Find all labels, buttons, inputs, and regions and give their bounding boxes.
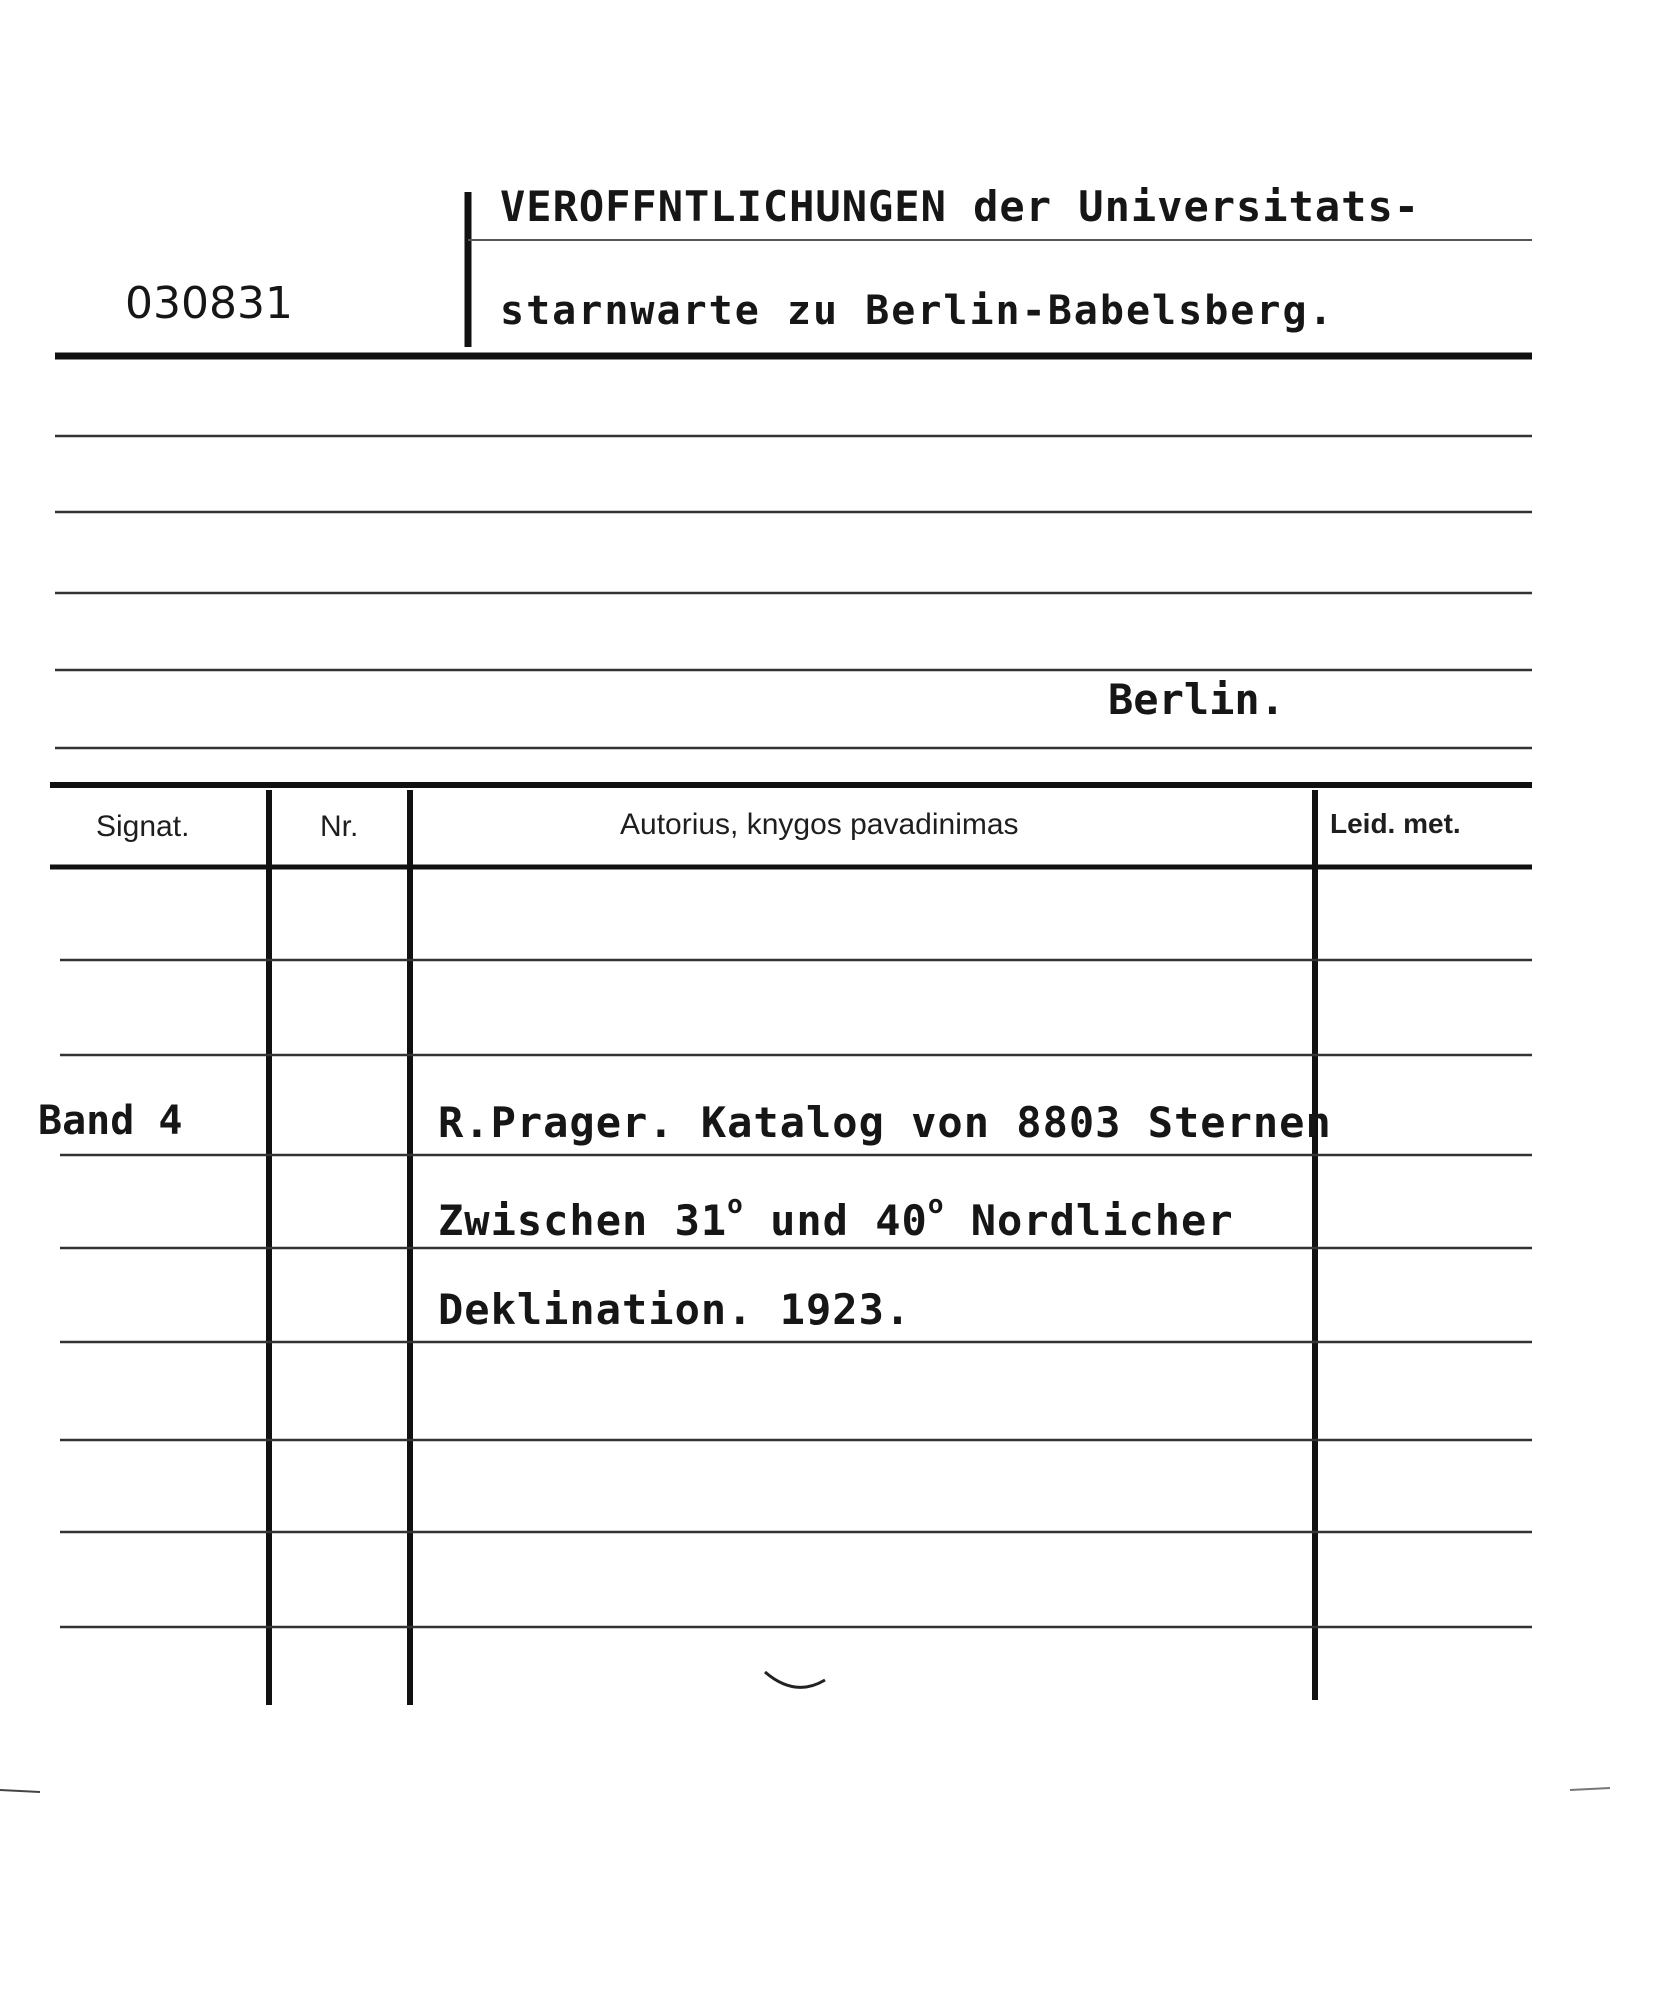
column-header-signat: Signat. (96, 810, 190, 843)
entry-line-2-part-b: und 40 (743, 1196, 928, 1245)
entry-line-2-part-a: Zwischen 31 (438, 1196, 728, 1245)
degree-sign: o (927, 1190, 945, 1220)
scan-mark (765, 1672, 825, 1687)
series-title-line-1: VEROFFNTLICHUNGEN der Universitats- (500, 182, 1421, 231)
place: Berlin. (1108, 675, 1286, 724)
scan-mark (0, 1790, 40, 1792)
entry-title-line-1: R.Prager. Katalog von 8803 Sternen (438, 1098, 1332, 1147)
entry-title-line-3: Deklination. 1923. (438, 1285, 912, 1334)
column-header-author-title: Autorius, knygos pavadinimas (620, 808, 1019, 841)
column-header-nr: Nr. (320, 810, 359, 843)
entry-title-line-2 (438, 1190, 1234, 1245)
degree-sign: o (727, 1190, 744, 1220)
scan-mark (1570, 1788, 1610, 1790)
entry-line-2-part-c: Nordlicher (944, 1196, 1234, 1245)
catalog-number: 030831 (125, 278, 293, 329)
series-title-line-2: starnwarte zu Berlin-Babelsberg. (500, 288, 1335, 334)
entry-signature: Band 4 (38, 1098, 183, 1144)
column-header-year: Leid. met. (1330, 808, 1461, 839)
blank-rules (55, 436, 1532, 748)
